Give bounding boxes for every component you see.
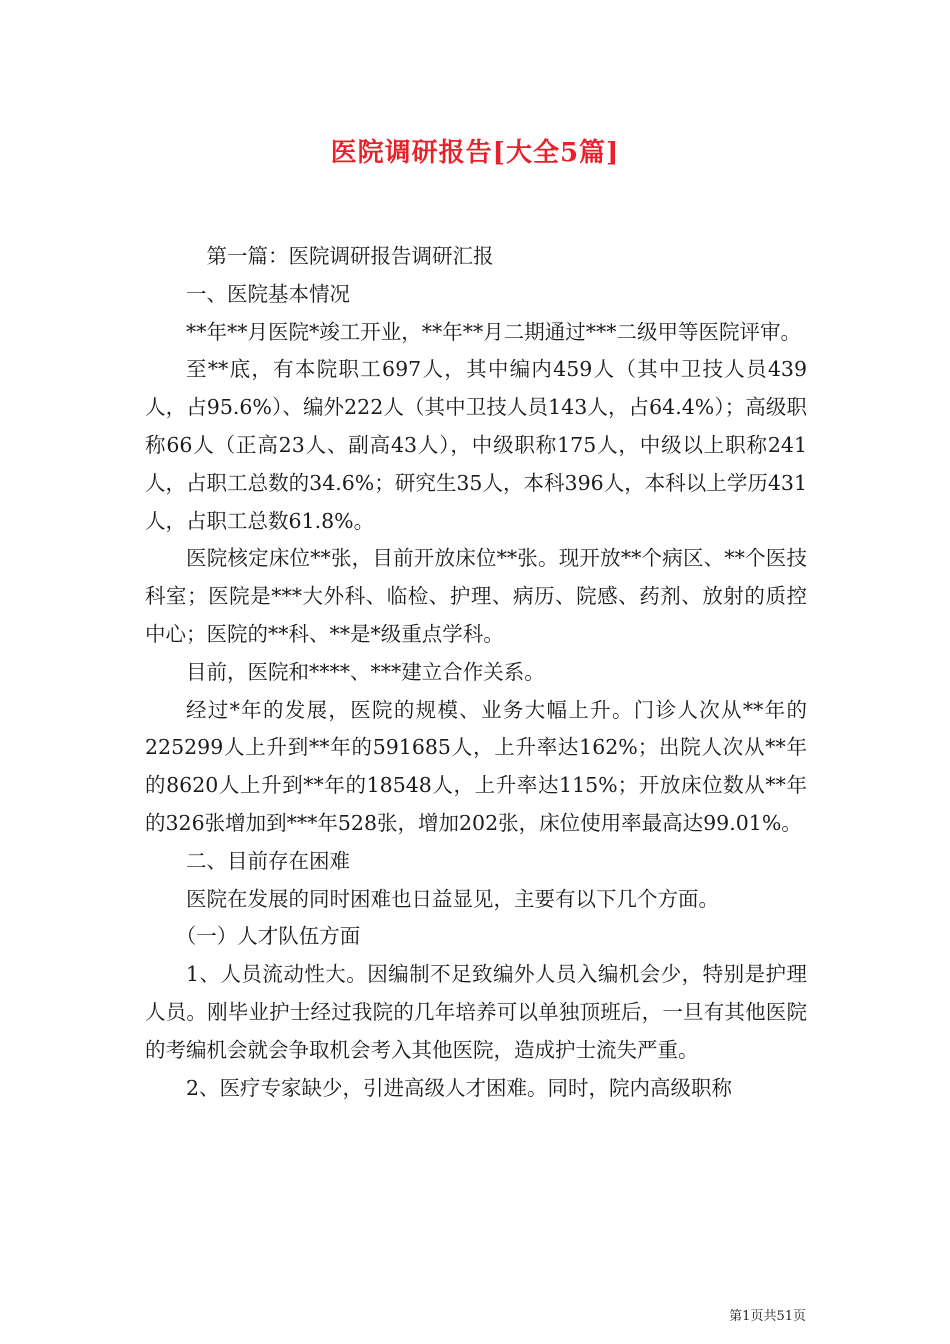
paragraph: 医院在发展的同时困难也日益显见，主要有以下几个方面。 [186, 886, 719, 911]
document-body [145, 238, 807, 1107]
paragraph: **年**月医院*竣工开业，**年**月二期通过***二级甲等医院评审。 [186, 319, 801, 344]
page-footer: 第1页共51页 [729, 1309, 806, 1324]
subsection-heading: （一）人才队伍方面 [175, 924, 361, 949]
paragraph: 2、医疗专家缺少，引进高级人才困难。同时，院内高级职称 [186, 1075, 733, 1100]
paragraph: 经过*年的发展，医院的规模、业务大幅上升。门诊人次从**年的225299人上升到**年的591685人，上升率达162%；出院人次从**年的8620人上升到**年的18548人，上升率达115%；开放床位数从**年的326张增加到***年528张，增加202张，床位使用率最高达99.01%。 [145, 697, 807, 835]
document-title: 医院调研报告[大全5篇] [330, 138, 620, 168]
paragraph: 医院核定床位**张，目前开放床位**张。现开放**个病区、**个医技科室；医院是***大外科、临检、护理、病历、院感、药剂、放射的质控中心；医院的**科、**是*级重点学科。 [145, 546, 807, 646]
paragraph: 1、人员流动性大。因编制不足致编外人员入编机会少，特别是护理人员。刚毕业护士经过我院的几年培养可以单独顶班后，一旦有其他医院的考编机会就会争取机会考入其他医院，造成护士流失严重。 [145, 962, 807, 1062]
section-heading: 第一篇：医院调研报告调研汇报 [206, 244, 494, 268]
paragraph: 至**底，有本院职工697人，其中编内459人（其中卫技人员439人，占95.6%）、编外222人（其中卫技人员143人，占64.4%）；高级职称66人（正高23人、副高43人），中级职称175人，中级以上职称241人，占职工总数的34.6%；研究生35人，本科396人，本科以上学历431人，占职工总数61.8%。 [145, 357, 807, 533]
paragraph: 目前，医院和****、***建立合作关系。 [186, 659, 545, 684]
paragraph: 二、目前存在困难 [186, 848, 350, 873]
paragraph: 一、医院基本情况 [186, 281, 350, 306]
